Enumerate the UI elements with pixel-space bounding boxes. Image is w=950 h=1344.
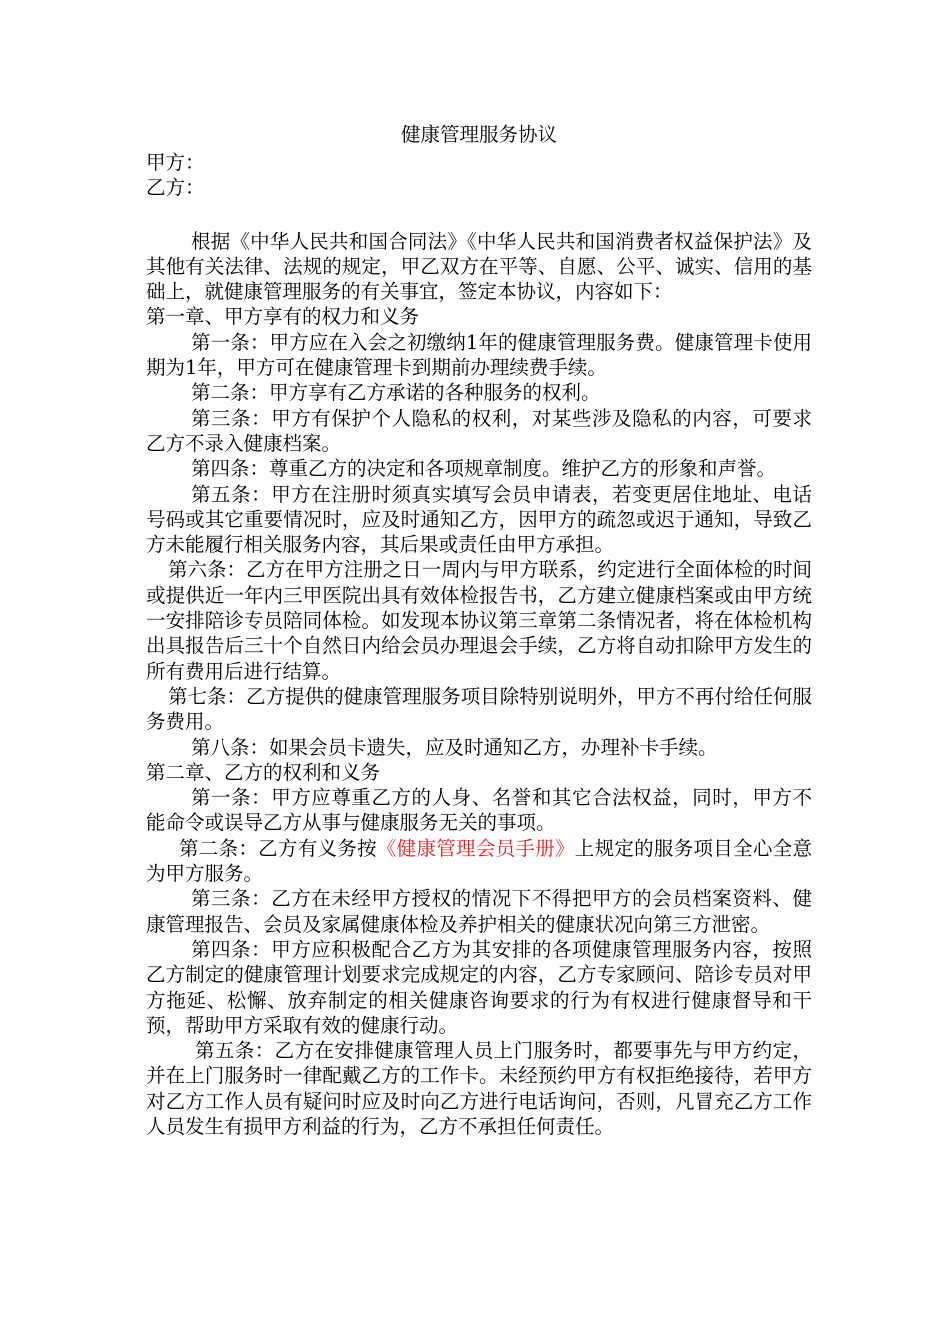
chapter-1-article-1: 第一条：甲方应在入会之初缴纳1年的健康管理服务费。健康管理卡使用期为1年，甲方可在健康管理卡到期前办理续费手续。 xyxy=(146,330,812,380)
chapter-2-heading: 第二章、乙方的权利和义务 xyxy=(146,760,381,784)
chapter-2-article-5: 第五条：乙方在安排健康管理人员上门服务时，都要事先与甲方约定，并在上门服务时一律配戴乙方的工作卡。未经预约甲方有权拒绝接待，若甲方对乙方工作人员有疑问时应及时向乙方进行电话询问，否则，凡冒充乙方工作人员发生有损甲方利益的行为，乙方不承担任何责任。 xyxy=(146,1039,812,1138)
preamble-paragraph: 根据《中华人民共和国合同法》《中华人民共和国消费者权益保护法》及其他有关法律、法规的规定，甲乙双方在平等、自愿、公平、诚实、信用的基础上，就健康管理服务的有关事宜，签定本协议，内容如下： xyxy=(146,229,812,304)
chapter-2-article-2-suffix: 上规定的服务项目全心全意为甲方服务。 xyxy=(146,836,812,886)
chapter-2-article-1: 第一条：甲方应尊重乙方的人身、名誉和其它合法权益，同时，甲方不能命令或误导乙方从事与健康服务无关的事项。 xyxy=(146,786,812,835)
chapter-2-article-3: 第三条：乙方在未经甲方授权的情况下不得把甲方的会员档案资料、健康管理报告、会员及家属健康体检及养护相关的健康状况向第三方泄密。 xyxy=(146,887,812,936)
member-handbook-reference: 《健康管理会员手册》 xyxy=(376,836,575,860)
party-a-label: 甲方： xyxy=(146,151,205,174)
chapter-1-heading: 第一章、甲方享有的权力和义务 xyxy=(146,305,420,329)
party-b-label: 乙方： xyxy=(146,176,205,200)
chapter-1-article-8: 第八条：如果会员卡遗失，应及时通知乙方，办理补卡手续。 xyxy=(191,735,718,759)
chapter-1-article-5: 第五条：甲方在注册时须真实填写会员申请表，若变更居住地址、电话号码或其它重要情况时，应及时通知乙方，因甲方的疏忽或迟于通知，导致乙方未能履行相关服务内容，其后果或责任由甲方承担。 xyxy=(146,482,812,557)
chapter-2-article-2 xyxy=(146,836,812,887)
document-page xyxy=(146,120,812,1139)
chapter-1-article-7: 第七条：乙方提供的健康管理服务项目除特别说明外，甲方不再付给任何服务费用。 xyxy=(146,684,812,734)
spacer xyxy=(146,201,812,229)
chapter-1-article-4: 第四条：尊重乙方的决定和各项规章制度。维护乙方的形象和声誉。 xyxy=(191,457,777,481)
chapter-2-article-4: 第四条：甲方应积极配合乙方为其安排的各项健康管理服务内容，按照乙方制定的健康管理计划要求完成规定的内容，乙方专家顾问、陪诊专员对甲方拖延、松懈、放弃制定的相关健康咨询要求的行为有权进行健康督导和干预，帮助甲方采取有效的健康行动。 xyxy=(146,937,812,1037)
chapter-1-article-2: 第二条：甲方享有乙方承诺的各种服务的权利。 xyxy=(191,381,601,405)
chapter-1-article-3: 第三条：甲方有保护个人隐私的权利，对某些涉及隐私的内容，可要求乙方不录入健康档案。 xyxy=(146,406,812,455)
chapter-1-article-6: 第六条：乙方在甲方注册之日一周内与甲方联系，约定进行全面体检的时间或提供近一年内三甲医院出具有效体检报告书，乙方建立健康档案或由甲方统一安排陪诊专员陪同体检。如发现本协议第三章第二条情况者，将在体检机构出具报告后三十个自然日内给会员办理退会手续，乙方将自动扣除甲方发生的所有费用后进行结算。 xyxy=(146,558,812,683)
chapter-2-article-2-prefix: 第二条：乙方有义务按 xyxy=(179,836,377,860)
document-title: 健康管理服务协议 xyxy=(400,123,557,146)
